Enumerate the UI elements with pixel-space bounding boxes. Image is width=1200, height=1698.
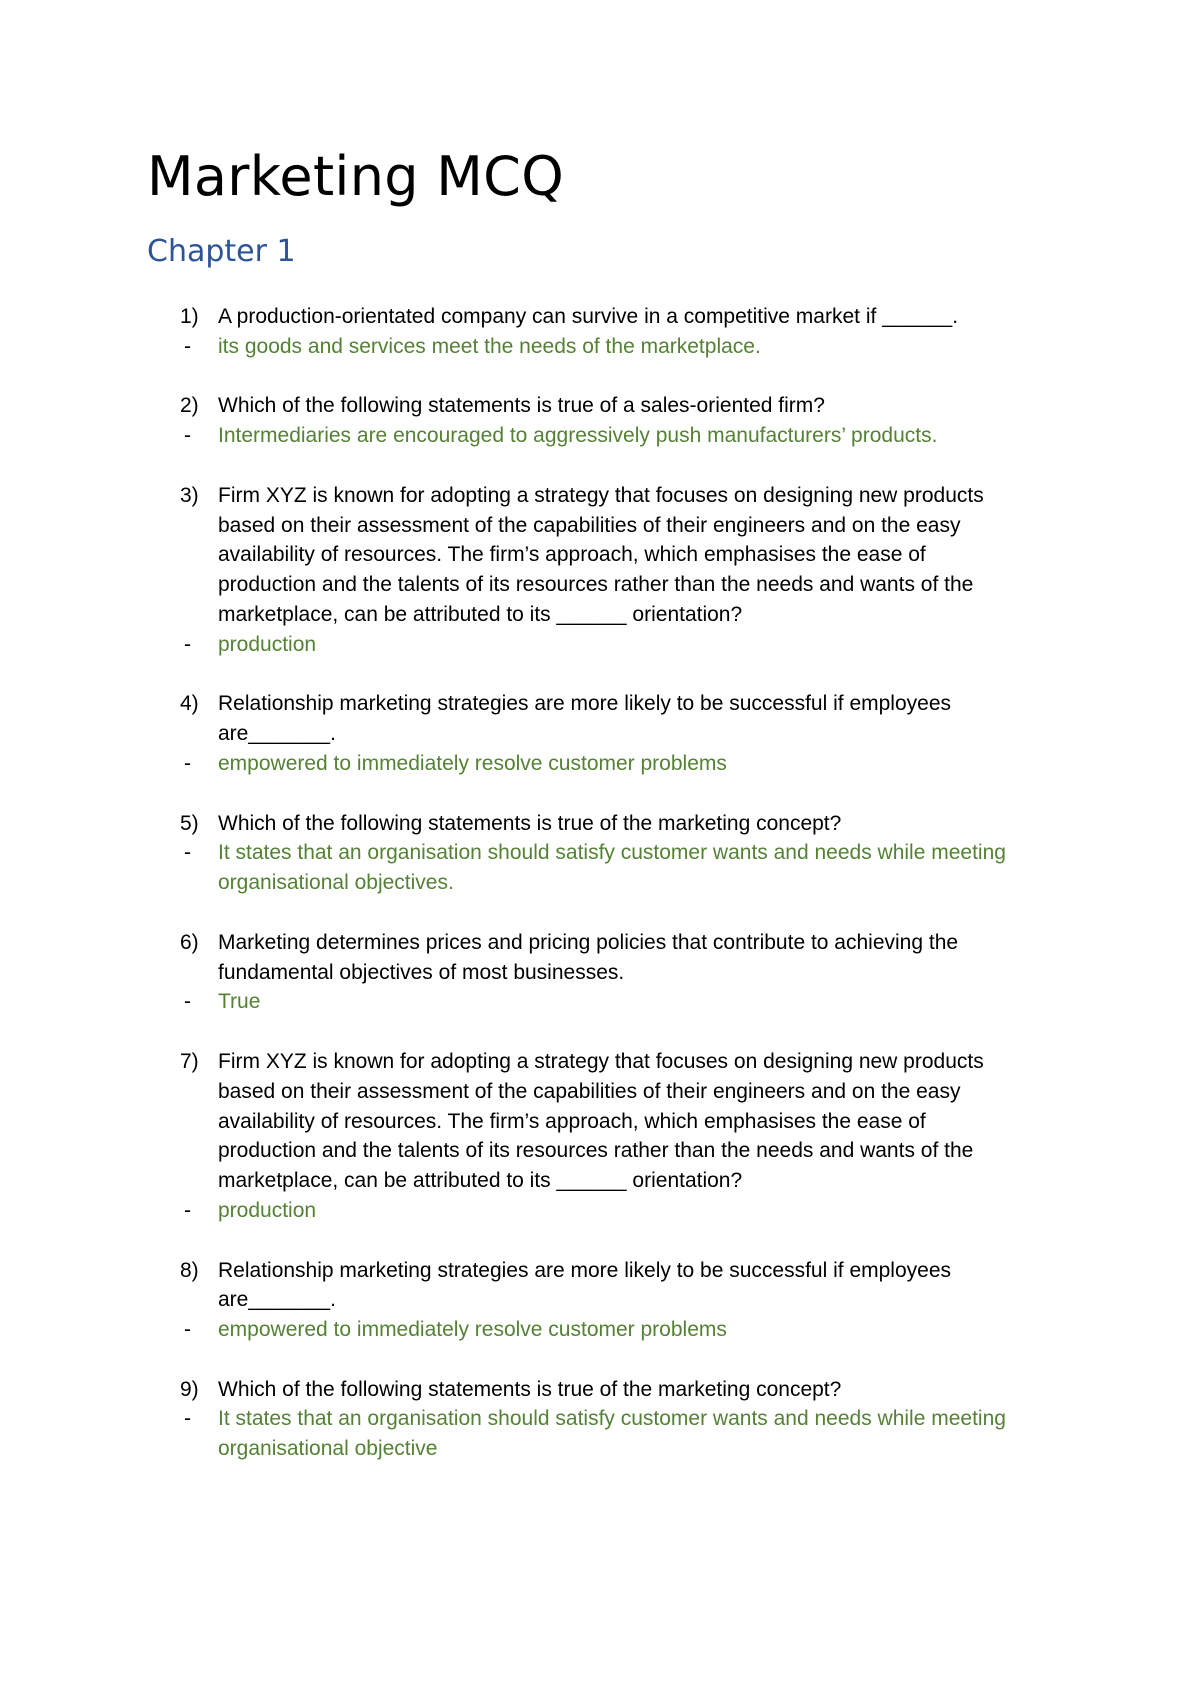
answer-line: production <box>218 632 317 656</box>
question-row <box>0 1047 1200 1196</box>
question-item <box>0 809 1200 898</box>
question-line: are_______. <box>218 722 336 746</box>
question-number: 6) <box>180 930 199 954</box>
answer-text <box>218 332 1078 362</box>
answer-dash: - <box>184 1318 191 1342</box>
question-line: availability of resources. The firm’s approach, which emphasises the ease of <box>218 1109 926 1133</box>
question-text <box>218 928 1078 988</box>
answer-line: empowered to immediately resolve customer problems <box>218 751 727 775</box>
question-line: A production-orientated company can survive in a competitive market if ______. <box>218 305 959 328</box>
question-row <box>0 928 1200 988</box>
question-line: fundamental objectives of most businesses. <box>218 960 625 984</box>
answer-dash: - <box>184 751 191 775</box>
answer-line: Intermediaries are encouraged to aggressively push manufacturers’ products. <box>218 424 938 448</box>
question-text <box>218 391 1078 421</box>
question-item <box>0 1256 1200 1345</box>
question-item <box>0 302 1200 362</box>
question-number: 8) <box>180 1258 199 1282</box>
question-item <box>0 391 1200 451</box>
question-item <box>0 1375 1200 1464</box>
answer-line: It states that an organisation should satisfy customer wants and needs while meeting <box>218 1407 1006 1431</box>
question-row <box>0 809 1200 839</box>
question-row <box>0 302 1200 332</box>
answer-dash: - <box>184 990 191 1014</box>
answer-text <box>218 987 1078 1017</box>
question-line: marketplace, can be attributed to its ______ orientation? <box>218 602 743 626</box>
question-line: Which of the following statements is true of a sales-oriented firm? <box>218 394 825 418</box>
question-number: 7) <box>180 1049 199 1073</box>
answer-text <box>218 630 1078 660</box>
answer-line: It states that an organisation should satisfy customer wants and needs while meeting <box>218 841 1006 865</box>
answer-text <box>218 1196 1078 1226</box>
question-number: 9) <box>180 1377 199 1401</box>
answer-text <box>218 749 1078 779</box>
question-line: Firm XYZ is known for adopting a strategy that focuses on designing new products <box>218 483 984 507</box>
question-item <box>0 481 1200 660</box>
question-line: based on their assessment of the capabilities of their engineers and on the easy <box>218 513 961 537</box>
question-line: Which of the following statements is true of the marketing concept? <box>218 1377 842 1401</box>
question-row <box>0 391 1200 421</box>
answer-row <box>0 421 1200 451</box>
question-line: Which of the following statements is true of the marketing concept? <box>218 811 842 835</box>
answer-dash: - <box>184 632 191 656</box>
question-line: production and the talents of its resources rather than the needs and wants of the <box>218 1139 974 1163</box>
question-line: Relationship marketing strategies are more likely to be successful if employees <box>218 1258 952 1282</box>
answer-line: True <box>218 990 261 1014</box>
question-item <box>0 1047 1200 1226</box>
question-text <box>218 809 1078 839</box>
question-line: are_______. <box>218 1288 336 1312</box>
answer-line: organisational objectives. <box>218 871 454 895</box>
answer-row <box>0 1404 1200 1464</box>
chapter-heading: Chapter 1 <box>147 234 296 269</box>
question-text <box>218 689 1078 749</box>
question-number: 1) <box>180 305 199 328</box>
question-text <box>218 302 1078 332</box>
question-row <box>0 1256 1200 1316</box>
answer-text <box>218 1315 1078 1345</box>
question-line: production and the talents of its resources rather than the needs and wants of the <box>218 573 974 597</box>
question-number: 4) <box>180 692 199 716</box>
answer-dash: - <box>184 1407 191 1431</box>
question-text <box>218 1375 1078 1405</box>
answer-row <box>0 749 1200 779</box>
question-number: 2) <box>180 394 199 418</box>
answer-text <box>218 421 1078 451</box>
answer-dash: - <box>184 424 191 448</box>
question-line: marketplace, can be attributed to its ______ orientation? <box>218 1169 743 1193</box>
question-row <box>0 481 1200 630</box>
question-list <box>0 302 1200 1494</box>
question-line: availability of resources. The firm’s approach, which emphasises the ease of <box>218 543 926 567</box>
question-text <box>218 481 1078 630</box>
answer-dash: - <box>184 334 191 358</box>
question-row <box>0 689 1200 749</box>
question-line: based on their assessment of the capabilities of their engineers and on the easy <box>218 1079 961 1103</box>
answer-line: empowered to immediately resolve customer problems <box>218 1318 727 1342</box>
answer-line: production <box>218 1198 317 1222</box>
answer-row <box>0 1315 1200 1345</box>
question-item <box>0 689 1200 778</box>
question-line: Firm XYZ is known for adopting a strategy that focuses on designing new products <box>218 1049 984 1073</box>
question-text <box>218 1256 1078 1316</box>
question-line: Relationship marketing strategies are more likely to be successful if employees <box>218 692 952 716</box>
answer-line: its goods and services meet the needs of the marketplace. <box>218 334 761 358</box>
question-text <box>218 1047 1078 1196</box>
answer-row <box>0 630 1200 660</box>
answer-row <box>0 987 1200 1017</box>
answer-line: organisational objective <box>218 1437 438 1461</box>
answer-text <box>218 838 1078 898</box>
answer-row <box>0 332 1200 362</box>
question-row <box>0 1375 1200 1405</box>
answer-text <box>218 1404 1078 1464</box>
answer-dash: - <box>184 841 191 865</box>
question-line: Marketing determines prices and pricing policies that contribute to achieving the <box>218 930 959 954</box>
document-title: Marketing MCQ <box>147 145 564 208</box>
answer-dash: - <box>184 1198 191 1222</box>
question-number: 3) <box>180 483 199 507</box>
question-number: 5) <box>180 811 199 835</box>
answer-row <box>0 1196 1200 1226</box>
answer-row <box>0 838 1200 898</box>
question-item <box>0 928 1200 1017</box>
